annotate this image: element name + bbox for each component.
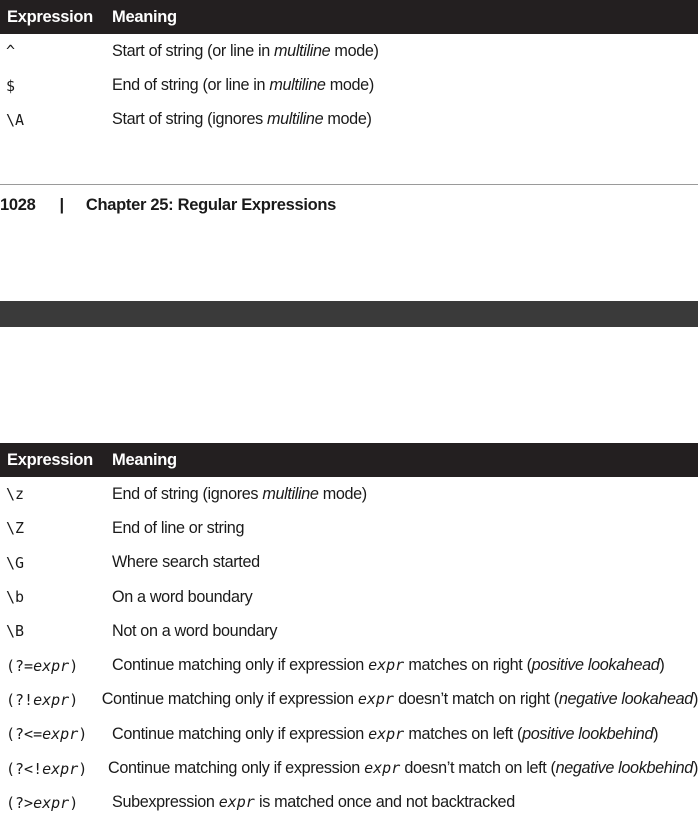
expression-segment: expr xyxy=(33,690,70,709)
expression-segment: (?> xyxy=(6,793,34,812)
meaning-segment: expr xyxy=(357,690,394,709)
meaning-segment: mode) xyxy=(323,110,372,129)
table-row xyxy=(0,786,698,820)
meaning-segment: doesn’t match on left ( xyxy=(400,759,556,778)
meaning-segment: doesn’t match on right ( xyxy=(393,690,559,709)
meaning-segment: Start of string (ignores xyxy=(112,110,267,129)
expression-segment: expr xyxy=(42,725,79,744)
expression-cell xyxy=(0,657,112,675)
meaning-cell xyxy=(112,793,698,812)
regex-table-bottom xyxy=(0,443,698,820)
meaning-segment: expr xyxy=(368,724,405,743)
header-meaning: Meaning xyxy=(112,7,177,26)
table-row xyxy=(0,103,698,137)
meaning-cell xyxy=(112,76,698,95)
expression-cell: \A xyxy=(6,110,25,129)
meaning-segment: matches on left ( xyxy=(404,724,523,743)
meaning-segment: Start of string (or line in xyxy=(112,41,275,60)
table-header xyxy=(0,0,698,34)
chapter-title: Chapter 25: Regular Expressions xyxy=(85,196,337,214)
meaning-segment: expr xyxy=(218,793,255,812)
footer-separator: | xyxy=(59,196,64,214)
page-number: 1028 xyxy=(0,196,36,214)
meaning-segment: multiline xyxy=(267,110,324,129)
meaning-segment: Continue matching only if expression xyxy=(112,656,369,675)
meaning-cell xyxy=(112,656,698,675)
table-row xyxy=(0,648,698,682)
meaning-cell xyxy=(112,519,698,538)
expression-cell xyxy=(0,554,112,572)
expression-cell xyxy=(0,519,112,537)
meaning-cell xyxy=(112,110,698,129)
meaning-cell xyxy=(112,553,698,572)
meaning-cell xyxy=(112,588,698,607)
table-row xyxy=(0,683,698,717)
table-row xyxy=(0,546,698,580)
table-row xyxy=(0,34,698,68)
expression-segment: ) xyxy=(78,759,88,778)
meaning-segment: Continue matching only if expression xyxy=(112,724,369,743)
expression-cell xyxy=(0,691,102,709)
expression-segment: \B xyxy=(6,622,25,641)
table-row xyxy=(0,614,698,648)
table-row xyxy=(0,717,698,751)
meaning-segment: mode) xyxy=(318,484,367,503)
meaning-segment: matches on right ( xyxy=(404,656,532,675)
table-row xyxy=(0,751,698,785)
meaning-segment: positive lookahead xyxy=(531,656,660,675)
meaning-segment: Where search started xyxy=(112,553,260,572)
meaning-segment: Not on a word boundary xyxy=(112,621,278,640)
expression-cell xyxy=(0,588,112,606)
meaning-segment: multiline xyxy=(269,76,326,95)
meaning-segment: is matched once and not backtracked xyxy=(254,793,515,812)
expression-segment: \b xyxy=(6,588,25,607)
expression-segment: ) xyxy=(78,725,88,744)
table-row xyxy=(0,68,698,102)
expression-cell xyxy=(0,622,112,640)
meaning-segment: Subexpression xyxy=(112,793,219,812)
meaning-segment: multiline xyxy=(262,484,319,503)
meaning-segment: End of string (or line in xyxy=(112,76,270,95)
meaning-cell xyxy=(112,42,698,61)
page-footer xyxy=(0,196,336,215)
table-body xyxy=(0,477,698,820)
meaning-segment: ) xyxy=(692,759,698,778)
expression-cell xyxy=(0,485,112,503)
expression-segment: \z xyxy=(6,485,25,504)
meaning-segment: Continue matching only if expression xyxy=(108,759,365,778)
header-meaning: Meaning xyxy=(112,450,177,469)
table-body xyxy=(0,34,698,137)
table-row xyxy=(0,511,698,545)
meaning-segment: negative lookbehind xyxy=(555,759,693,778)
expression-segment: ) xyxy=(69,656,79,675)
meaning-cell xyxy=(112,622,698,641)
meaning-cell xyxy=(102,690,698,709)
expression-segment: (?<= xyxy=(6,725,43,744)
expression-segment: expr xyxy=(33,793,70,812)
expression-cell xyxy=(0,760,108,778)
expression-cell xyxy=(0,725,112,743)
expression-segment: (?<! xyxy=(6,759,43,778)
expression-segment: ) xyxy=(69,690,79,709)
page-break-bar xyxy=(0,301,698,327)
meaning-segment: ) xyxy=(653,724,659,743)
expression-cell: ^ xyxy=(6,42,16,61)
meaning-segment: mode) xyxy=(325,76,374,95)
meaning-segment: positive lookbehind xyxy=(522,724,654,743)
expression-segment: (?! xyxy=(6,690,34,709)
meaning-segment: End of line or string xyxy=(112,518,245,537)
meaning-segment: expr xyxy=(364,759,401,778)
table-row xyxy=(0,580,698,614)
meaning-segment: On a word boundary xyxy=(112,587,253,606)
meaning-segment: mode) xyxy=(330,41,379,60)
expression-cell: $ xyxy=(6,76,16,95)
meaning-segment: expr xyxy=(368,656,405,675)
expression-segment: expr xyxy=(42,759,79,778)
expression-segment: \Z xyxy=(6,519,25,538)
regex-table-top xyxy=(0,0,698,137)
meaning-segment: ) xyxy=(659,656,665,675)
meaning-cell xyxy=(112,725,698,744)
meaning-segment: End of string (ignores xyxy=(112,484,263,503)
header-expression: Expression xyxy=(7,7,93,26)
header-expression: Expression xyxy=(7,450,93,469)
meaning-segment: multiline xyxy=(274,41,331,60)
meaning-cell xyxy=(108,759,698,778)
expression-segment: \G xyxy=(6,553,25,572)
meaning-cell xyxy=(112,485,698,504)
table-row xyxy=(0,477,698,511)
expression-segment: ) xyxy=(69,793,79,812)
expression-cell xyxy=(0,794,112,812)
table-header xyxy=(0,443,698,477)
footer-rule xyxy=(0,184,698,185)
meaning-segment: ) xyxy=(692,690,698,709)
expression-segment: expr xyxy=(33,656,70,675)
meaning-segment: Continue matching only if expression xyxy=(101,690,358,709)
expression-segment: (?= xyxy=(6,656,34,675)
meaning-segment: negative lookahead xyxy=(558,690,693,709)
